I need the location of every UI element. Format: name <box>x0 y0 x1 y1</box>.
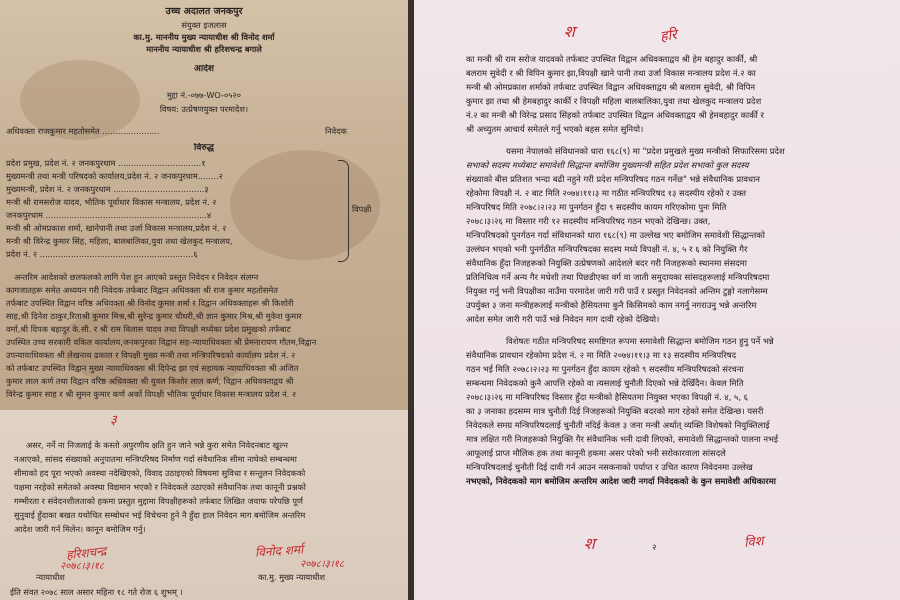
respondent-6: मन्त्री श्री विरेन्द्र कुमार सिंह, महिला, बालबालिका,युवा तथा खेलकुद मन्त्रालय, <box>6 236 233 246</box>
right-body-line: उपर्युक्त ३ जना मन्त्रीहरूलाई मन्त्रीको हैसियतमा कुनै किसिमको काम नगर्नु नगराउनु भन्ने अन्तरिम <box>466 300 757 310</box>
judge-signature-date: २०७८।३।१८ <box>60 561 104 572</box>
right-body-line: मात्र लक्षित गरी निजहरूको नियुक्ति गैर संवैधानिक भनी दावी लिएको, समावेशी सिद्धान्तको पालना नभई <box>466 434 779 444</box>
applicant-role-label: निवेदक <box>325 126 347 136</box>
lower-body-line: गम्भीरता र संवेदनशीलताको हकमा प्रस्तुत मुद्दामा विपक्षीहरूको तर्फबाट लिखित जवाफ परेपछि पूर्ण <box>14 496 303 506</box>
date-footer: ईति संवत २०७८ साल असार महिना १८ गते रोज ६ शुभम् । <box>10 587 183 597</box>
left-page-lower-section <box>0 410 408 600</box>
right-body-line: बलराम सुवेदी र श्री विपिन कुमार झा,विपक्षी खाने पानी तथा उर्जा विकास मन्त्रालय प्रदेश नं.२ का <box>466 68 756 78</box>
respondent-5: मन्त्री श्री ओमप्रकाश शर्मा, खानेपानी तथा उर्जा विकास मन्त्रालय,प्रदेश नं. २ <box>6 223 227 233</box>
right-body-line: आदेश समेत जारी गरी पाउँ भन्ने निवेदन माग दावी रहेको देखियो। <box>466 314 660 324</box>
lower-body-line: असर, नर्ने ना निजलाई के कस्तो अपुरणीय क्षति हुन जाने भन्ने कुरा समेत निवेदनबाट खुल्न <box>26 440 288 450</box>
right-body-line: संख्याको बीस प्रतिशत भन्दा बढी नहुने गरी प्रदेश मन्त्रिपरिषद गठन गर्नेछ" भन्ने संवैधानिक प्रावधान <box>466 174 760 184</box>
right-body-line: श्री अच्युतम आचार्य समेतले गर्नु भएको बहस समेत सुनियो। <box>466 124 644 134</box>
right-body-line: प्रतिनिधित्व गर्ने अन्य गैर मधेशी तथा पिछडीएका वर्ग वा जाती समुदायका सांसदहरूलाई मन्त्रिपरिषदमा <box>466 272 770 282</box>
body-line: उपन्यायाधिवक्ता श्री लेखनाथ ढकाल र विपक्षी मुख्य मन्त्री तथा मन्त्रिपरिषदको कार्यालय प्रदेश नं. २ <box>6 350 296 360</box>
right-body-line: मन्त्रिपरिषदको पुनर्गठन गर्दा संविधानको धारा १६८(९) मा उल्लेख भए बमोजिम समावेशी सिद्धान्तको <box>466 230 765 240</box>
page-mark-scribble: ३ <box>110 413 117 428</box>
body-line: कागजातहरू समेत अध्ययन गरी निवेदक तर्फबाट विद्वान अधिवक्ता श्री राज कुमार महतोसमेत <box>6 285 278 295</box>
right-body-line: रहेकोमा विपक्षी नं. २ बाट मिति २०७४।११।३ मा गठीत मन्त्रिपरिषद १३ सदस्यीय रहेको र उक्त <box>466 188 747 198</box>
applicant-line: अधिवक्ता राजकुमार महतोसमेत ...................... <box>6 126 160 136</box>
right-body-line: कुमार झा तथा श्री हेमबहादुर कार्की र विपक्षी महिला बालबालिका,युवा तथा खेलकुद मन्त्रालय प्रदेश <box>466 96 762 106</box>
right-body-line: का ३ जनाका हदसम्म मात्र चुनौती दिई निजहरूको नियुक्ति बदरको माग रहेको समेत देखिन्छ। यसरी <box>466 406 764 416</box>
chief-justice-signature-date: २०७८।३।१८ <box>300 559 344 570</box>
right-body-line: मन्त्री श्री ओमप्रकाश शर्माको तर्फबाट उपस्थित विद्वान अधिवक्ताद्वय श्री बलराम सुवेदी, श्री विपिन <box>466 82 756 92</box>
bottom-scribble: श <box>584 534 595 553</box>
chief-justice-signature: विनोद शर्मा <box>254 542 304 560</box>
body-line: वर्मा,श्री दिपक बहादुर के.सी. र श्री राम विलास यादव तथा विपक्षी मध्येका प्रदेश प्रमुखको तर्फबाट <box>6 324 291 334</box>
right-body-line: २०७८।३।२६ मा विस्तार गरी १२ सदस्यीय मन्त्रिपरिषद गठन भएको देखिन्छ। उक्त, <box>466 216 711 226</box>
right-body-line: आफूलाई प्राप्त मौलिक हक तथा कानूनी हकमा असर परेको भनी सरोकारवाला सांसदले <box>466 448 726 458</box>
case-number: मुद्दा नं.-०७७-WO-०५२० <box>166 90 242 100</box>
right-body-line: नं.२ का मन्त्री श्री विरेन्द्र प्रसाद सिंहको तर्फबाट उपस्थित विद्वान अधिवक्ताद्वय श्री हेमबहादुर कार्की र <box>466 110 764 120</box>
right-body-line: विशेषतः गठीत मन्त्रिपरिषद समष्टिगत रूपमा समावेशी सिद्धान्त बमोजिम गठन हुनु पर्ने भन्ने <box>506 336 774 346</box>
body-line: कुमार लाल कर्ण तथा विद्वान वरिष्ठ अधिवक्ता श्री युवल किशोर लाल कर्ण, विद्वान अधिवक्ताद्वय श्री <box>6 376 294 386</box>
versus-heading: विरुद्ध <box>194 143 214 153</box>
right-body-line: नियुक्त गर्नु भनी विपक्षीका नाउँमा परमादेश जारी गरी पाउँ र प्रस्तुत निवेदनको अन्तिम टुङ्गो नलागेसम्म <box>466 286 768 296</box>
court-name: उच्च अदालत जनकपुर <box>165 6 243 17</box>
right-body-line: २०७८।३।२६ मा मन्त्रिपरिषद विस्तार हुँदा मन्त्रीको हैसियतमा नियुक्त भएका विपक्षी नं. ४, ५, ६ <box>466 392 749 402</box>
right-body-line: सम्बन्धमा निवेदकको कुनै आपत्ति रहेको वा त्यसलाई चुनौती दिएको भन्ने देखिँदैन। केवल मिति <box>466 378 744 388</box>
judge-title: न्यायाधीश <box>36 572 65 582</box>
lower-body-line: सुनुवाई हुँदाका बखत यथोचित सम्बोधन भई विचेचना हुने नै हुँदा हाल निवेदन माग बमोजिम अन्तरिम <box>14 510 306 520</box>
left-page-upper-section <box>0 0 408 410</box>
body-line: को तर्फबाट उपस्थित विद्वान मुख्य न्यायाधिवक्ता श्री दिपेन्द्र झा एवं सहायक न्यायाधिवक्ता श्री अजित <box>6 363 299 373</box>
right-body-line: यसमा नेपालको संविधानको धारा १६८(९) मा "प्रदेश प्रमुखले मुख्य मन्त्रीको सिफारिसमा प्रदेश <box>506 146 785 156</box>
top-scribble: श <box>564 22 575 41</box>
left-document-page <box>0 0 408 600</box>
bottom-initial-scribble: विश <box>743 534 765 551</box>
respondents-brace <box>338 160 349 262</box>
right-body-line: सभाको सदस्य मध्येबाट समावेशी सिद्धान्त बमोजिम मुख्यमन्त्री सहित प्रदेश सभाको कुल सदस्य <box>466 160 749 170</box>
lower-body-line: नआएको, सांसद संख्याको अनुपातमा मन्त्रिपरिषद निर्माण गर्दा संवैधानिक सीमा नाघेको सम्बन्धमा <box>14 454 297 464</box>
lower-body-line: सीमाको हद पूरा भएको अवस्था नदेखिएको, विवाद उठाइएको विषयमा सुविधा र सन्तुलन निवेदकको <box>14 468 306 478</box>
respondent-2: मुख्यमन्त्री तथा मन्त्री परिषदको कार्यालय,प्रदेश नं. २ जनकपुरधाम........२ <box>6 171 223 181</box>
body-line: तर्फबाट उपस्थित विद्वान वरिष्ठ अधिवक्ता श्री विनोद कुमार शर्मा र विद्वान अधिवक्ताहरू श्री किशोरी <box>6 298 294 308</box>
body-line: विरेन्द्र कुमार साह र श्री सुमन कुमार कर्ण अर्को विपक्षी भौतिक पूर्वाधार विकास मन्त्रालय प्रदेश नं. २ <box>6 389 297 399</box>
right-document-page <box>414 0 900 600</box>
chief-justice-line: का.मु. माननीय मुख्य न्यायाधीश श्री विनोद शर्मा <box>133 32 275 42</box>
judge-signature: हरिशचन्द्र <box>65 543 107 563</box>
justice-line: माननीय न्यायाधीश श्री हरिशचन्द्र बगाले <box>146 44 262 54</box>
body-line: साह,श्री दिनेश ठाकुर,रिताश्री कुमार मिश्र,श्री सुरेन्द्र कुमार चौधरी,श्री ज्ञान कुमार मिश्र,श्री मुकेश कुमार <box>6 311 302 321</box>
body-line: अन्तरिम आदेशको छलफलको लागि पेश हुन आएको प्रस्तुत निवेदन र निवेदन संलग्न <box>14 272 259 282</box>
order-heading: आदेश <box>193 64 215 74</box>
respondent-3: मुख्यमन्त्री, प्रदेश नं. २ जनकपुरधाम ...................................३ <box>6 184 209 194</box>
right-body-line: मन्त्रिपरिषद मिति २०७८।२।२३ मा पुनर्गठन हुँदा ९ सदस्यीय कायम गरिएकोमा पुनः मिति <box>466 202 727 212</box>
respondent-1: प्रदेश प्रमुख, प्रदेश नं. २ जनकपुरधाम ................................१ <box>6 158 206 168</box>
right-body-line: संवैधानिक हुँदा निजहरूको नियुक्ति उत्प्रेषणको आदेशले बदर गरी निजहरूको स्थानमा संसदमा <box>466 258 747 268</box>
case-subject: विषय: उत्प्रेषणयुक्त परमादेश। <box>159 104 249 114</box>
right-body-line: नभएको, निवेदकको माग बमोजिम अन्तरिम आदेश जारी नगर्दा निवेदकको के कुन समावेशी अधिकारमा <box>466 476 776 486</box>
respondent-4-cont: जनकपुरधाम ..............................................................४ <box>6 210 212 220</box>
lower-body-line: पक्षमा नरहेको समेतको अवस्था विद्यमान भएको र निवेदकले उठाएको संवैधानिक तथा कानूनी प्रश्नको <box>14 482 306 492</box>
respondent-6-cont: प्रदेश नं. २ ...........................................................६ <box>6 249 198 259</box>
right-body-line: संवैधानिक प्रावधान रहेकोमा प्रदेश नं. २ मा मिति २०७४।११।३ मा १३ सदस्यीय मन्त्रिपरिषद <box>466 350 737 360</box>
respondent-role-label: विपक्षी <box>352 204 372 214</box>
chief-justice-title: का.मु. मुख्य न्यायाधीश <box>258 572 326 582</box>
right-body-line: का मन्त्री श्री राम सरोज यादवको तर्फबाट उपस्थित विद्वान अधिवक्ताद्वय श्री हेम बहादुर कार्की, श्री <box>466 54 758 64</box>
body-line: उपस्थित उच्च सरकारी वकिल कार्यालय,जनकपुरका विद्वान सह-न्यायाधिवक्ता श्री प्रेमनारायण गौतम,विद्वान <box>6 337 317 347</box>
page-number: २ <box>652 542 657 552</box>
bench-type: संयुक्त इजलास <box>181 20 227 30</box>
respondent-4: मन्त्री श्री रामसरोज यादव, भौतिक पूर्वाधार विकास मन्त्रालय, प्रदेश नं. २ <box>6 197 217 207</box>
lower-body-line: आदेश जारी गर्न मिलेन। कानून बमोजिम गर्नु। <box>14 524 146 534</box>
top-initial-scribble: हरि <box>659 26 678 46</box>
right-body-line: गठन भई मिति २०७८।२।२३ मा पुनर्गठन हुँदा कायम रहेको ९ सदस्यीय मन्त्रिपरिषदको संरचना <box>466 364 744 374</box>
right-body-line: मन्त्रिपरिषदलाई चुनौती दिई दावी गर्न आउन नसकनाको पर्याप्त र उचित कारण निवेदनमा उल्लेख <box>466 462 753 472</box>
right-body-line: उल्लंघन भएको भनी पुनर्गठीत मन्त्रिपरिषदका सदस्य मध्ये विपक्षी नं. ४, ५ र ६ को नियुक्ति गैर <box>466 244 748 254</box>
right-body-line: निवेदकले समग्र मन्त्रिपरिषदलाई चुनौती नदिई केवल ३ जना मन्त्री अर्थात् व्यक्ति विशेषको नियुक्तिलाई <box>466 420 770 430</box>
